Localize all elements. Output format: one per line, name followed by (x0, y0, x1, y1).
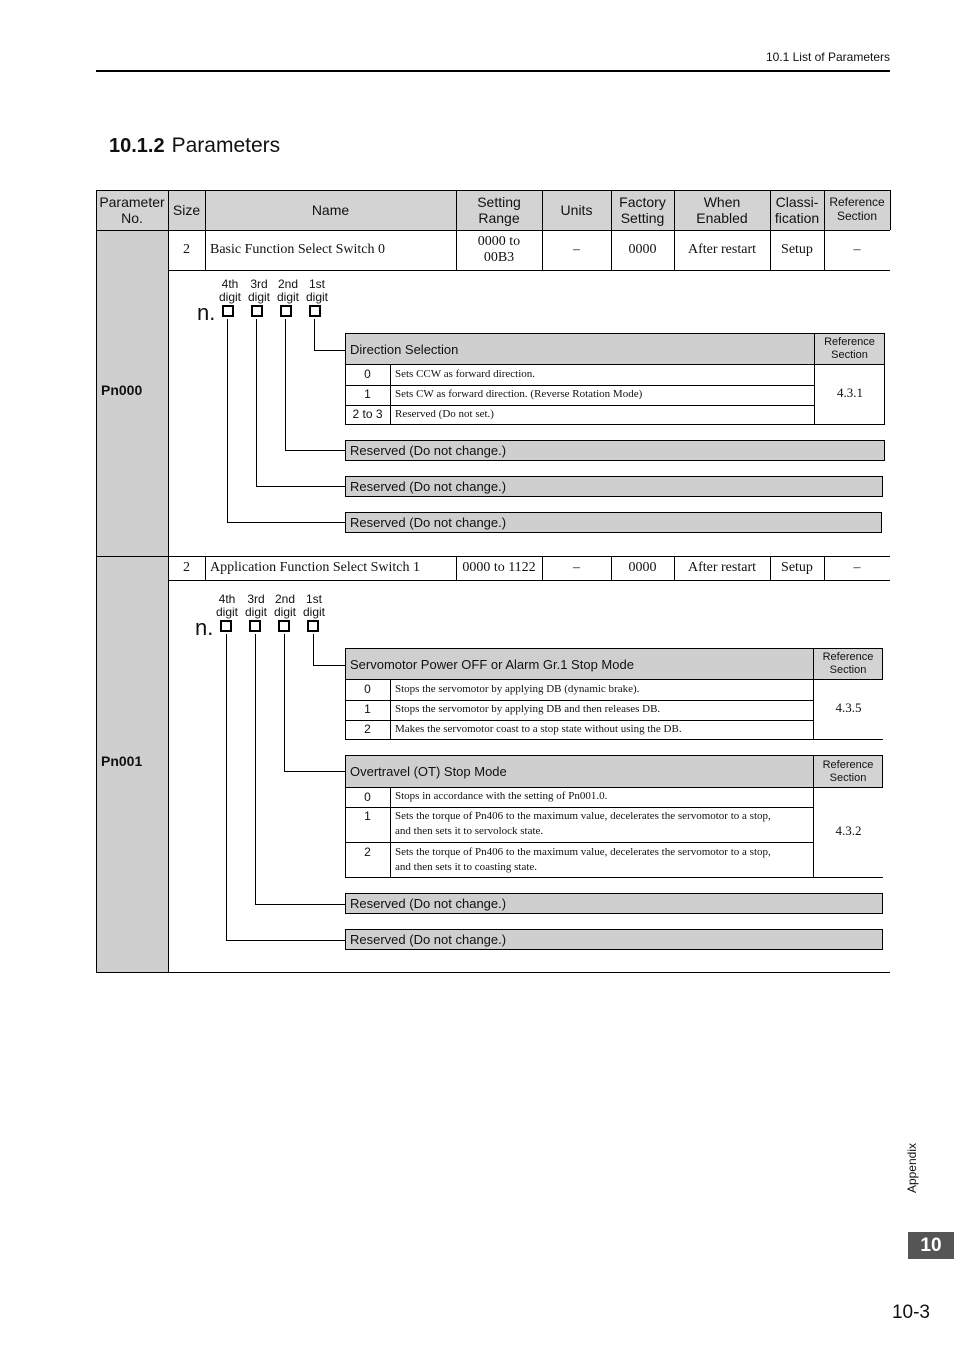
option-ref: 4.3.5 (835, 700, 862, 715)
option-desc: Stops the servomotor by applying DB and then releases DB. (395, 703, 661, 715)
option-desc: Sets CCW as forward direction. (395, 368, 536, 380)
digit-label: 4th digit (218, 277, 241, 304)
col-header-name: Name (205, 190, 456, 230)
col-header-units: Units (542, 190, 611, 230)
option-grid (345, 788, 883, 878)
digit-label: 3rd digit (247, 277, 270, 304)
section-title-text: Parameters (171, 134, 281, 157)
cell-size: 2 (183, 241, 190, 257)
option-value: 1 (364, 702, 371, 716)
option-desc: Sets the torque of Pn406 to the maximum value, decelerates the servomotor to a stop, and then sets it to coasting state. (395, 846, 771, 873)
option-desc: Sets CW as forward direction. (Reverse Rotation Mode) (395, 388, 643, 400)
option-value: 2 to 3 (352, 407, 383, 421)
digit-label: 1st digit (302, 592, 325, 619)
digit-box-icon (309, 305, 321, 317)
option-desc: Stops in accordance with the setting of Pn001.0. (395, 790, 608, 802)
cell-classification: Setup (781, 241, 813, 257)
option-desc: Makes the servomotor coast to a stop state without using the DB. (395, 723, 682, 735)
option-ref: 4.3.2 (835, 823, 862, 838)
running-header: 10.1 List of Parameters (765, 50, 890, 64)
cell-name: Application Function Select Switch 1 (210, 559, 420, 575)
digit-label: 4th digit (215, 592, 238, 619)
row-rule (168, 270, 890, 271)
option-value: 2 (364, 845, 371, 859)
side-label: Appendix (905, 1143, 919, 1194)
cell-when-enabled: After restart (687, 559, 757, 575)
table-bottom-rule (96, 972, 890, 973)
header-rule (96, 70, 890, 72)
connector-line (226, 634, 346, 941)
col-header-setting-range: Setting Range (456, 190, 542, 230)
option-value: 1 (364, 387, 371, 401)
cell-name: Basic Function Select Switch 0 (210, 241, 385, 257)
digit-box-icon (222, 305, 234, 317)
option-desc: Sets the torque of Pn406 to the maximum value, decelerates the servomotor to a stop, and then sets it to servolock state. (395, 810, 771, 837)
digit-box-icon (220, 620, 232, 632)
option-value: 2 (364, 722, 371, 736)
reserved-bar: Reserved (Do not change.) (345, 929, 883, 950)
group-ref-header: Reference Section (814, 648, 883, 680)
group-ref-header: Reference Section (814, 755, 883, 788)
digit-box-icon (249, 620, 261, 632)
col-header-factory-setting: Factory Setting (611, 190, 674, 230)
digit-box-icon (278, 620, 290, 632)
option-grid (345, 365, 885, 425)
cell-factory-setting: 0000 (628, 241, 657, 257)
digit-box-icon (251, 305, 263, 317)
reserved-bar: Reserved (Do not change.) (345, 512, 882, 533)
cell-units: – (573, 559, 580, 575)
reserved-bar: Reserved (Do not change.) (345, 440, 885, 461)
option-desc: Stops the servomotor by applying DB (dynamic brake). (395, 683, 640, 695)
cell-units: – (573, 241, 580, 257)
group-title: Direction Selection (345, 333, 815, 365)
option-desc: Reserved (Do not set.) (395, 408, 494, 420)
option-grid (345, 680, 883, 740)
connector-line (227, 319, 346, 523)
col-header-when-enabled: When Enabled (674, 190, 770, 230)
param-column-bg (96, 230, 168, 972)
option-value: 1 (364, 809, 371, 823)
chapter-tab: 10 (908, 1232, 954, 1259)
digit-label: 2nd digit (276, 277, 299, 304)
reserved-bar: Reserved (Do not change.) (345, 893, 883, 914)
digit-box-icon (307, 620, 319, 632)
cell-size: 2 (183, 559, 190, 575)
col-header-classification: Classi- fication (770, 190, 824, 230)
section-number: 10.1.2 (109, 135, 165, 157)
cell-reference: – (853, 559, 861, 575)
cell-setting-range: 0000 to 1122 (462, 559, 536, 575)
param-number: Pn000 (101, 382, 143, 398)
group-title: Servomotor Power OFF or Alarm Gr.1 Stop Mode (345, 648, 814, 680)
col-header-param-no: Parameter No. (96, 190, 168, 230)
cell-when-enabled: After restart (687, 241, 757, 257)
option-value: 0 (364, 682, 371, 696)
col-rule (168, 190, 169, 972)
row-rule (168, 580, 890, 581)
option-ref: 4.3.1 (837, 385, 863, 400)
col-header-size: Size (168, 190, 205, 230)
reserved-bar: Reserved (Do not change.) (345, 476, 883, 497)
n-prefix: n. (195, 615, 214, 640)
cell-setting-range: 0000 to 00B3 (477, 233, 521, 265)
page-number: 10-3 (891, 1302, 930, 1323)
digit-box-icon (280, 305, 292, 317)
cell-factory-setting: 0000 (628, 559, 657, 575)
param-number: Pn001 (101, 753, 143, 769)
digit-label: 2nd digit (273, 592, 296, 619)
option-value: 0 (364, 790, 371, 804)
col-header-reference-section: Reference Section (824, 190, 890, 230)
col-rule (890, 190, 891, 230)
group-ref-header: Reference Section (815, 333, 885, 365)
digit-label: 3rd digit (244, 592, 267, 619)
cell-reference: – (853, 241, 861, 257)
option-value: 0 (364, 367, 371, 381)
table-left-rule (96, 190, 97, 972)
digit-label: 1st digit (305, 277, 328, 304)
section-title (109, 134, 280, 158)
n-prefix: n. (197, 300, 216, 325)
group-title: Overtravel (OT) Stop Mode (345, 755, 814, 788)
cell-classification: Setup (781, 559, 813, 575)
